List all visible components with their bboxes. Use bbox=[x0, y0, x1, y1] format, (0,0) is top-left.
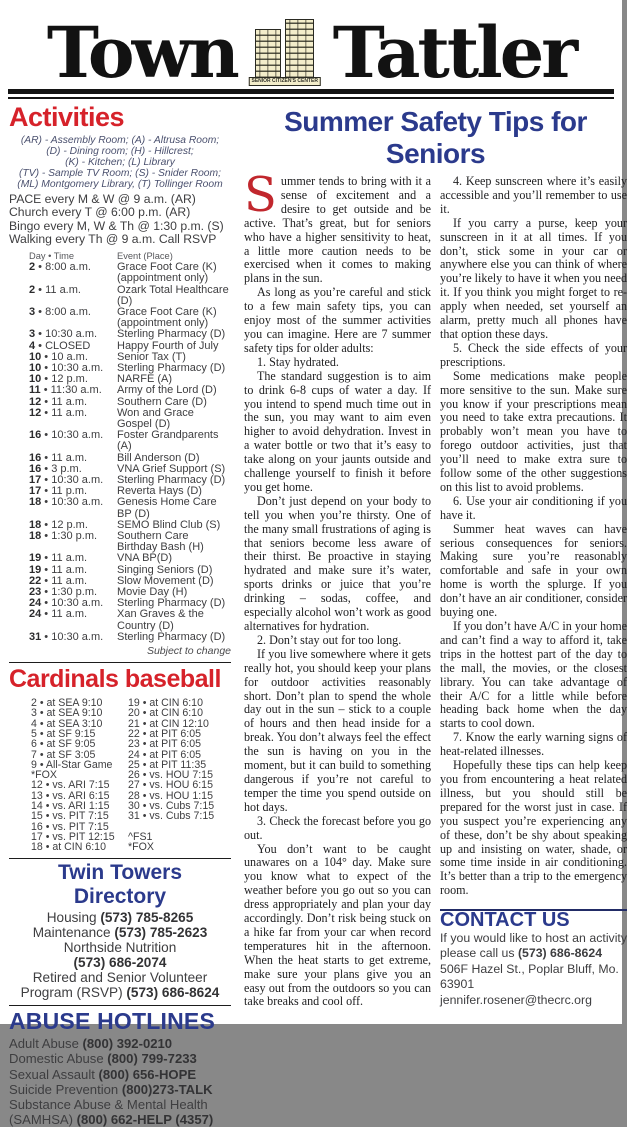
cardinals-game: 12 • vs. ARI 7:15 bbox=[31, 779, 110, 792]
activity-event-name: Genesis Home Care BP (D) bbox=[117, 496, 217, 520]
activity-day: 17 bbox=[29, 485, 42, 498]
activity-event bbox=[117, 632, 231, 643]
activity-day: 23 bbox=[29, 586, 42, 599]
contact-phone-number: (573) 686-8624 bbox=[517, 946, 603, 961]
phone-number: (573) 686-2074 bbox=[73, 954, 167, 970]
hotlines-list bbox=[9, 1036, 231, 1127]
cardinals-game: 6 • at SF 9:05 bbox=[31, 738, 96, 751]
hotline-line: Sexual Assault (800) 656-HOPE bbox=[9, 1066, 197, 1082]
activity-day: 17 bbox=[29, 474, 42, 487]
activity-day-time: 16 • 11 a.m. bbox=[29, 451, 88, 464]
activity-event bbox=[117, 531, 231, 553]
activity-row bbox=[9, 385, 231, 396]
activity-row bbox=[9, 632, 231, 643]
article-paragraph: The standard suggestion is to aim to drink 6-8 cups of water a day. If you intend to spend much time out in the sun, you may want to aim even higher to avoid dehydration. Invest in a water bottle or two that it’s easy to take along on your jaunts outside and challenge yourself to finish it before you get home. bbox=[244, 368, 431, 494]
weekly-line: PACE every M & W @ 9 a.m. (AR) bbox=[9, 192, 196, 206]
phone-number: (800) 392-0210 bbox=[82, 1036, 173, 1052]
activity-event-name: Senior Tax (T) bbox=[117, 350, 186, 363]
article-paragraph: If you don’t have A/C in your home and can’t find a way to afford it, take trips in the hottest part of the day to the mall, the movies, or the closest library. You can take advantage of their A/C for a little while before heading back home when the day starts to cool down. bbox=[440, 619, 627, 731]
activity-event-name: Southern Care Birthday Bash (H) bbox=[117, 530, 204, 554]
directory-line: Program (RSVP) (573) 686-8624 bbox=[20, 985, 220, 1001]
events-table-header bbox=[9, 251, 231, 261]
cardinals-game: 16 • vs. PIT 7:15 bbox=[31, 820, 109, 833]
activity-event-name: Happy Fourth of July bbox=[117, 339, 219, 352]
activity-day-time: 10 • 10 a.m. bbox=[29, 350, 88, 363]
activity-event-note: (appointment only) bbox=[117, 317, 209, 330]
activity-event-name: Foster Grandparents (A) bbox=[117, 429, 219, 453]
activity-day: 3 bbox=[29, 306, 36, 318]
cardinals-game: 3 • at SEA 9:10 bbox=[31, 707, 103, 720]
activity-event-name: NARFE (A) bbox=[117, 373, 172, 386]
activity-event-name: Grace Foot Care (K) bbox=[117, 306, 217, 318]
activity-day: 10 bbox=[29, 373, 42, 386]
activity-event-name: Sterling Pharmacy (D) bbox=[117, 597, 226, 610]
activity-day-time: 17 • 10:30 a.m. bbox=[29, 474, 104, 487]
section-divider bbox=[9, 662, 231, 663]
activity-day-time: 16 • 10:30 a.m. bbox=[29, 429, 104, 442]
cardinals-game: 14 • vs. ARI 1:15 bbox=[31, 800, 110, 813]
activity-event-name: Sterling Pharmacy (D) bbox=[117, 328, 226, 341]
article-paragraph: Don’t just depend on your body to tell you when you’re thirsty. One of the many small frustrations of aging is that seniors become less aware of their thirst. Be proactive in staying hydrated and make sure it’s water, sports drinks or juice that you’re drinking – sodas, coffee, and especially alcohol won’t work as good alternatives for hydration. bbox=[244, 493, 431, 633]
cardinals-game: 2 • at SEA 9:10 bbox=[31, 697, 103, 710]
contact-phone-prefix: If you would like to host an activity please call us bbox=[440, 931, 627, 961]
cardinals-game: 22 • at PIT 6:05 bbox=[128, 727, 202, 740]
contact-email: jennifer.rosener@thecrc.org bbox=[440, 992, 592, 1007]
activity-event-name: Movie Day (H) bbox=[117, 586, 188, 599]
contact-address: 506F Hazel St., Poplar Bluff, Mo. 63901 bbox=[440, 961, 619, 992]
activity-day: 19 bbox=[29, 552, 42, 565]
activity-day: 16 bbox=[29, 451, 42, 464]
cardinals-game: 27 • vs. HOU 6:15 bbox=[128, 779, 213, 792]
article-paragraph: 5. Check the side effects of your prescriptions. bbox=[440, 340, 627, 369]
cardinals-game: 19 • at CIN 6:10 bbox=[128, 697, 203, 710]
activity-event-name: Slow Movement (D) bbox=[117, 574, 214, 587]
activity-day: 24 bbox=[29, 597, 42, 610]
cardinals-heading: Cardinals baseball bbox=[9, 665, 221, 694]
activity-row bbox=[9, 262, 231, 284]
activity-event-name: Singing Seniors (D) bbox=[117, 563, 213, 576]
activity-day-time: 12 • 11 a.m. bbox=[29, 406, 88, 419]
activity-day: 12 bbox=[29, 406, 42, 419]
activity-event-name: Won and Grace Gospel (D) bbox=[117, 406, 194, 431]
phone-number: (800) 656-HOPE bbox=[98, 1066, 197, 1082]
directory-line bbox=[9, 955, 231, 970]
activity-day: 4 bbox=[29, 339, 36, 352]
activity-event-name: Southern Care (D) bbox=[117, 395, 207, 408]
activity-day-time: 24 • 10:30 a.m. bbox=[29, 597, 104, 610]
article-columns bbox=[244, 167, 627, 1009]
activity-row bbox=[9, 408, 231, 430]
cardinals-game: 5 • at SF 9:15 bbox=[31, 727, 96, 740]
activity-day-time: 12 • 11 a.m. bbox=[29, 395, 88, 408]
activity-day-time: 3 • 10:30 a.m. bbox=[29, 328, 98, 341]
section-divider bbox=[9, 858, 231, 859]
directory-heading: Twin Towers Directory bbox=[57, 860, 183, 908]
event-column-header: Event (Place) bbox=[117, 251, 173, 262]
activity-event-name: Reverta Hays (D) bbox=[117, 485, 202, 498]
cardinals-game: *FOX bbox=[128, 841, 154, 854]
room-legend bbox=[9, 135, 231, 190]
legend-line: (K) - Kitchen; (L) Library bbox=[65, 157, 175, 168]
events-table bbox=[9, 262, 231, 643]
cardinals-game: 4 • at SEA 3:10 bbox=[31, 717, 103, 730]
activity-day-time: 18 • 10:30 a.m. bbox=[29, 496, 104, 509]
cardinals-game: 15 • vs. PIT 7:15 bbox=[31, 810, 109, 823]
activity-day-time: 18 • 1:30 p.m. bbox=[29, 530, 98, 543]
activity-day: 18 bbox=[29, 518, 42, 531]
masthead-title-right: Tattler bbox=[332, 10, 576, 94]
subject-to-change-note: Subject to change bbox=[146, 645, 231, 658]
hotline-line: Domestic Abuse (800) 799-7233 bbox=[9, 1051, 197, 1067]
directory-line: Maintenance (573) 785-2623 bbox=[32, 924, 208, 940]
weekly-line: Bingo every M, W & Th @ 1:30 p.m. (S) bbox=[9, 218, 224, 233]
phone-number: (573) 785-2623 bbox=[114, 924, 208, 940]
activity-row bbox=[9, 430, 231, 452]
cardinals-game: 21 • at CIN 12:10 bbox=[128, 717, 209, 730]
activity-day: 18 bbox=[29, 496, 42, 509]
activity-event bbox=[117, 307, 231, 329]
activity-day-time: 19 • 11 a.m. bbox=[29, 552, 88, 565]
weekly-line: Church every T @ 6:00 p.m. (AR) bbox=[9, 205, 191, 220]
activity-event bbox=[117, 609, 231, 631]
activity-day: 10 bbox=[29, 362, 42, 375]
activity-day-time: 16 • 3 p.m. bbox=[29, 462, 82, 475]
cardinals-game: 13 • vs. ARI 6:15 bbox=[31, 789, 110, 802]
activity-day-time: 19 • 11 a.m. bbox=[29, 563, 88, 576]
phone-number: (800)273-TALK bbox=[121, 1081, 213, 1097]
cardinals-game: 31 • vs. Cubs 7:15 bbox=[128, 810, 215, 823]
article-paragraph: 7. Know the early warning signs of heat-related illnesses. bbox=[440, 730, 627, 759]
contact-heading: CONTACT US bbox=[440, 909, 570, 932]
activity-day: 12 bbox=[29, 395, 42, 408]
activity-day-time: 31 • 10:30 a.m. bbox=[29, 630, 104, 643]
activity-day-time: 23 • 1:30 p.m. bbox=[29, 586, 98, 599]
logo-caption: SENIOR CITIZEN'S CENTER bbox=[248, 77, 320, 86]
activity-event bbox=[117, 553, 231, 564]
article-paragraph: As long as you’re careful and stick to a few main safety tips, you can enjoy most of the summer activities you can imagine. Here are 7 summer safety tips for older adults: bbox=[244, 285, 431, 355]
activity-event bbox=[117, 385, 231, 396]
contact-line-phone bbox=[440, 931, 627, 962]
activity-event-name: Sterling Pharmacy (D) bbox=[117, 474, 226, 487]
cardinals-game: 7 • at SF 3:05 bbox=[31, 748, 96, 761]
day-time-column-header: Day • Time bbox=[29, 251, 75, 262]
activity-day: 3 bbox=[29, 328, 36, 341]
legend-line: (ML) Montgomery Library, (T) Tollinger Room bbox=[17, 179, 223, 190]
activity-day-time: 11 • 11:30 a.m. bbox=[29, 384, 102, 397]
cardinals-game: 24 • at PIT 6:05 bbox=[128, 748, 202, 761]
phone-number: (800) 662-HELP (4357) bbox=[76, 1112, 214, 1127]
activity-day-time: 24 • 11 a.m. bbox=[29, 608, 88, 621]
cardinals-column-2 bbox=[128, 698, 225, 852]
article-paragraph: If you live somewhere where it gets really hot, you should keep your plans for outdoor activities reasonably short. Don’t plan to spend the whole day out in the sun – stick to a couple of hours and then head inside for a break. You don’t always feel the effect the sun is having on you in the moment, but it can build to something dangerous if you’re not careful to temper the time you spend outside on hot days. bbox=[244, 646, 431, 814]
cardinals-game: 30 • vs. Cubs 7:15 bbox=[128, 800, 215, 813]
activity-row bbox=[9, 497, 231, 519]
hotline-line: Adult Abuse (800) 392-0210 bbox=[9, 1036, 173, 1052]
article-paragraph: If you carry a purse, keep your sunscreen in it at all times. If you don’t, stick some in your car or anywhere else you can think of where you’re likely to have it when you need it. If you think you might forget to re-apply when needed, set yourself an alarm, pretty much all phones have that option these days. bbox=[440, 215, 627, 341]
activity-day: 31 bbox=[29, 630, 42, 643]
activity-day: 18 bbox=[29, 530, 42, 543]
activity-event-name: SEMO Blind Club (S) bbox=[117, 518, 221, 531]
directory-line: Housing (573) 785-8265 bbox=[46, 909, 194, 925]
activity-row bbox=[9, 285, 231, 307]
cardinals-game: 26 • vs. HOU 7:15 bbox=[128, 769, 213, 782]
article-paragraph: Summer tends to bring with it a sense of excitement and a desire to get outside and be active. That’s great, but for seniors who have a higher sensitivity to heat, a little more caution needs to be exercised when it comes to making plans in the sun. bbox=[244, 167, 431, 286]
activity-day-time: 17 • 11 p.m. bbox=[29, 485, 88, 498]
activity-event-name: Sterling Pharmacy (D) bbox=[117, 630, 226, 643]
cardinals-game: 28 • vs. HOU 1:15 bbox=[128, 789, 213, 802]
activity-day-time: 3 • 8:00 a.m. bbox=[29, 306, 91, 318]
activity-day: 16 bbox=[29, 462, 42, 475]
masthead bbox=[0, 0, 622, 94]
article-paragraph: 1. Stay hydrated. bbox=[257, 354, 339, 369]
cardinals-schedule bbox=[9, 698, 231, 852]
activity-event-name: VNA BP(D) bbox=[117, 552, 173, 565]
weekly-schedule bbox=[9, 193, 231, 246]
activity-day-time: 2 • 11 a.m. bbox=[29, 283, 81, 296]
contact-section bbox=[440, 909, 627, 1008]
hotline-line: Suicide Prevention (800)273-TALK bbox=[9, 1081, 213, 1097]
activity-day: 10 bbox=[29, 350, 42, 363]
activity-day: 24 bbox=[29, 608, 42, 621]
activity-row bbox=[9, 329, 231, 340]
activity-event-name: Army of the Lord (D) bbox=[117, 384, 217, 397]
main-article bbox=[238, 99, 627, 1127]
article-column-2-text bbox=[440, 175, 627, 898]
activity-event bbox=[117, 408, 231, 430]
article-paragraph: 6. Use your air conditioning if you have it. bbox=[440, 493, 627, 522]
legend-line: (D) - Dining room; (H) - Hillcrest; bbox=[46, 146, 194, 157]
cardinals-game: 18 • at CIN 6:10 bbox=[31, 841, 106, 854]
section-divider bbox=[9, 1005, 231, 1006]
activity-row bbox=[9, 609, 231, 631]
phone-number: (573) 686-8624 bbox=[126, 985, 220, 1001]
article-paragraph: 2. Don’t stay out for too long. bbox=[257, 632, 402, 647]
activity-event-name: Grace Foot Care (K) bbox=[117, 261, 217, 274]
activity-row bbox=[9, 553, 231, 564]
article-paragraph: Hopefully these tips can help keep you from encountering a heat related illness, but you should still be prepared for the worst just in case. If you suspect you’re experiencing any of these, don’t be shy about speaking up and insisting on water, shade, or some time inside in air conditioning. It’s better than a trip to the emergency room. bbox=[440, 758, 627, 898]
hotlines-heading: ABUSE HOTLINES bbox=[9, 1008, 215, 1035]
legend-line: (TV) - Sample TV Room; (S) - Snider Room; bbox=[19, 168, 221, 179]
phone-number: (573) 785-8265 bbox=[100, 909, 194, 925]
directory-line: Retired and Senior Volunteer bbox=[32, 969, 208, 985]
activity-event-name: Xan Graves & the Country (D) bbox=[117, 608, 204, 632]
article-column-1 bbox=[244, 167, 431, 1009]
tower-icon bbox=[285, 19, 314, 85]
cardinals-game: 9 • All-Star Game bbox=[31, 758, 113, 771]
activity-event-name: Bill Anderson (D) bbox=[117, 451, 200, 464]
activity-event bbox=[117, 285, 231, 307]
page-content bbox=[0, 99, 627, 1127]
activity-day-time: 18 • 12 p.m. bbox=[29, 518, 88, 531]
hotline-line: (SAMHSA) (800) 662-HELP (4357) bbox=[9, 1112, 214, 1127]
senior-center-towers-logo bbox=[249, 11, 321, 85]
activity-event bbox=[117, 262, 231, 284]
activity-event-name: Ozark Total Healthcare (D) bbox=[117, 283, 229, 307]
article-paragraph: Some medications make people more sensitive to the sun. Make sure you know if your prescriptions mean you need to take extra precautions. It probably won’t mean you have to forego outdoor activities, just that you’ll need to make extra sure to follow some of the other suggestions on this list to avoid problems. bbox=[440, 368, 627, 494]
activity-day-time: 22 • 11 a.m. bbox=[29, 574, 88, 587]
weekly-line: Walking every Th @ 9 a.m. Call RSVP bbox=[9, 231, 217, 246]
activity-event bbox=[117, 430, 231, 452]
activity-event-note: (appointment only) bbox=[117, 272, 209, 285]
directory-line: Northside Nutrition bbox=[63, 939, 177, 955]
dropcap-letter: S bbox=[244, 167, 277, 223]
cardinals-game: ^FS1 bbox=[128, 830, 153, 843]
hotline-line: Substance Abuse & Mental Health bbox=[9, 1096, 208, 1112]
activities-heading: Activities bbox=[9, 102, 125, 132]
cardinals-game: 20 • at CIN 6:10 bbox=[128, 707, 203, 720]
cardinals-game: 17 • vs. PIT 12:15 bbox=[31, 830, 115, 843]
article-column-2 bbox=[440, 175, 627, 1009]
activity-event bbox=[117, 497, 231, 519]
sidebar bbox=[9, 99, 238, 1127]
activity-day: 11 bbox=[29, 384, 41, 397]
activity-day-time: 2 • 8:00 a.m. bbox=[29, 261, 91, 274]
activity-day: 16 bbox=[29, 429, 42, 442]
activity-day: 19 bbox=[29, 563, 42, 576]
activity-day-time: 10 • 12 p.m. bbox=[29, 373, 88, 386]
legend-line: (AR) - Assembly Room; (A) - Altrusa Room; bbox=[20, 135, 220, 146]
cardinals-game: 25 • at PIT 11:35 bbox=[128, 758, 207, 771]
activity-event bbox=[117, 329, 231, 340]
activity-day: 2 bbox=[29, 283, 36, 296]
article-paragraph: You don’t want to be caught unawares on a 104° day. Make sure you know what to expect of the weather before you go out so you can dress appropriately and plan your day accordingly. Don’t risk being stuck on a hike far from your car when record temperatures hit in the afternoon. When the heat starts to get extreme, make sure your plans give you an easy out from the outdoors so you can take breaks and cool off. bbox=[244, 841, 431, 1009]
phone-number: (800) 799-7233 bbox=[107, 1051, 197, 1067]
cardinals-game: 23 • at PIT 6:05 bbox=[128, 738, 202, 751]
cardinals-game: *FOX bbox=[31, 769, 57, 782]
activity-day: 2 bbox=[29, 261, 36, 274]
activity-event-name: Sterling Pharmacy (D) bbox=[117, 362, 226, 375]
activity-day: 22 bbox=[29, 574, 42, 587]
activity-event-name: VNA Grief Support (S) bbox=[117, 462, 226, 475]
article-paragraph: 4. Keep sunscreen where it’s easily accessible and you’ll remember to use it. bbox=[440, 174, 627, 216]
article-paragraph: Summer heat waves can have serious consequences for seniors. Making sure you’re reasonably comfortable and safe in your own home is worth the splurge. If you don’t have an air conditioner, consider buying one. bbox=[440, 521, 627, 620]
activity-row bbox=[9, 531, 231, 553]
article-title: Summer Safety Tips for Seniors bbox=[284, 106, 587, 169]
activity-row bbox=[9, 307, 231, 329]
activity-day-time: 10 • 10:30 a.m. bbox=[29, 362, 104, 375]
cardinals-column-1 bbox=[31, 698, 128, 852]
article-paragraph: 3. Check the forecast before you go out. bbox=[244, 813, 431, 842]
activity-day-time: 4 • CLOSED bbox=[29, 339, 91, 352]
directory-list bbox=[9, 910, 231, 1001]
masthead-title-left: Town bbox=[46, 10, 237, 94]
